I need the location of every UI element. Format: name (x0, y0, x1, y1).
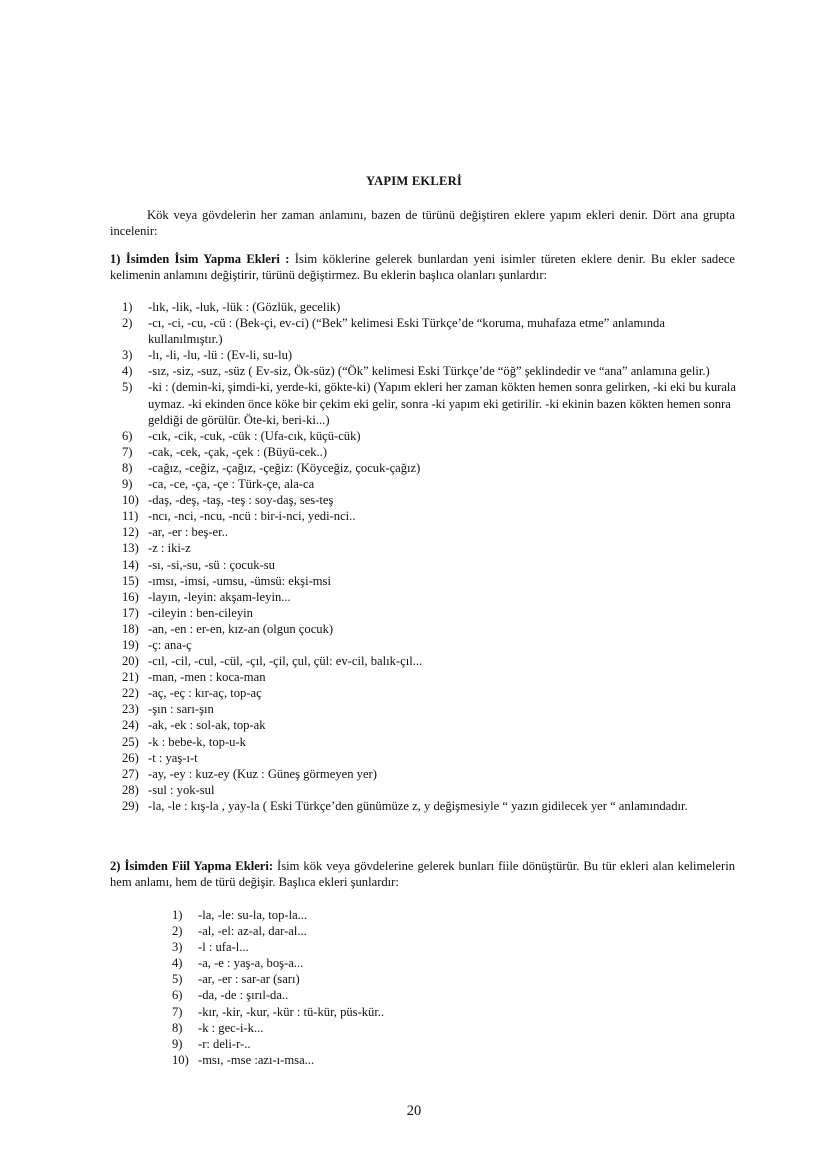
list-item-text: -ay, -ey : kuz-ey (Kuz : Güneş görmeyen yer) (148, 766, 377, 781)
list-item-number: 5) (122, 380, 133, 395)
list-item (122, 363, 737, 379)
list-item-number: 5) (172, 972, 183, 987)
list-item (122, 782, 737, 798)
section1-text: İsim köklerine gelerek bunlardan yeni isimler türeten eklere denir. Bu ekler sadece kelimenin anlamını değiştirir, türünü değiştirmez. Bu eklerin başlıca olanları şunlardır: (110, 252, 735, 283)
list-item (122, 669, 737, 685)
list-item-text: -aç, -eç : kır-aç, top-aç (148, 686, 262, 701)
list-item (122, 766, 737, 782)
page-number: 20 (406, 1103, 422, 1119)
list-item-number: 2) (172, 924, 183, 939)
list-item (122, 315, 737, 347)
list-item (122, 540, 737, 556)
list-item (122, 428, 737, 444)
list-item-number: 19) (122, 637, 139, 652)
list-item-number: 11) (122, 509, 139, 524)
list-item (172, 987, 732, 1003)
list-item-number: 14) (122, 557, 139, 572)
list-item-number: 3) (122, 348, 133, 363)
list-item (122, 299, 737, 315)
list-item-text: -msı, -mse :azı-ı-msa... (198, 1052, 315, 1067)
list-item (172, 907, 732, 923)
list-item-text: -ca, -ce, -ça, -çe : Türk-çe, ala-ca (148, 477, 315, 492)
list-item (122, 508, 737, 524)
list-item-text: -cileyin : ben-cileyin (148, 605, 253, 620)
list-item-text: -da, -de : şırıl-da.. (198, 988, 289, 1003)
list-item-text: -cıl, -cil, -cul, -cül, -çıl, -çil, çul, çül: ev-cil, balık-çıl... (148, 654, 423, 669)
list-item-number: 10) (122, 493, 139, 508)
list-item (122, 573, 737, 589)
list-item (122, 653, 737, 669)
list-item-text: -ımsı, -imsi, -umsu, -ümsü: ekşi-msi (148, 573, 331, 588)
list-item (122, 798, 737, 814)
list-item-text: -daş, -deş, -taş, -teş : soy-daş, ses-teş (148, 493, 334, 508)
list-item-number: 28) (122, 782, 139, 797)
list-item-text: -t : yaş-ı-t (148, 750, 198, 765)
list-item-number: 7) (122, 444, 133, 459)
list-item-text: -ar, -er : sar-ar (sarı) (198, 972, 300, 987)
list-item-text: -sul : yok-sul (148, 782, 215, 797)
section2-list (172, 907, 732, 1068)
list-item-text: -cı, -ci, -cu, -cü : (Bek-çi, ev-ci) (“Bek” kelimesi Eski Türkçe’de “koruma, muhafaza etme” anlamında kullanılmıştır.) (148, 316, 665, 347)
list-item-number: 1) (172, 908, 183, 922)
list-item-number: 23) (122, 702, 139, 717)
list-item-text: -z : iki-z (148, 541, 191, 556)
page-title: YAPIM EKLERİ (365, 174, 463, 188)
list-item (122, 605, 737, 621)
list-item-text: -la, -le: su-la, top-la... (198, 908, 308, 922)
list-item-number: 26) (122, 750, 139, 765)
list-item-text: -al, -el: az-al, dar-al... (198, 924, 307, 939)
list-item (172, 923, 732, 939)
list-item (172, 955, 732, 971)
list-item-text: -kır, -kir, -kur, -kür : tü-kür, püs-kür.. (198, 1004, 385, 1019)
list-item (122, 734, 737, 750)
list-item-text: -cak, -cek, -çak, -çek : (Büyü-cek..) (148, 444, 328, 459)
list-item (122, 347, 737, 363)
list-item (122, 476, 737, 492)
list-item-number: 25) (122, 734, 139, 749)
list-item-number: 15) (122, 573, 139, 588)
section2-paragraph (110, 858, 735, 890)
list-item-number: 22) (122, 686, 139, 701)
list-item-number: 17) (122, 605, 139, 620)
list-item (122, 379, 737, 427)
list-item-text: -sız, -siz, -suz, -süz ( Ev-siz, Ök-süz) (“Ök” kelimesi Eski Türkçe’de “öğ” şeklindedir ve “ana” anlamına gelir.) (148, 364, 710, 379)
list-item-text: -layın, -leyin: akşam-leyin... (148, 589, 291, 604)
list-item-text: -lı, -li, -lu, -lü : (Ev-li, su-lu) (148, 348, 293, 363)
list-item-text: -k : gec-i-k... (198, 1020, 264, 1035)
list-item-number: 4) (122, 364, 133, 379)
list-item (172, 1052, 732, 1068)
list-item-text: -ak, -ek : sol-ak, top-ak (148, 718, 266, 733)
list-item-number: 27) (122, 766, 139, 781)
list-item (122, 444, 737, 460)
list-item (122, 589, 737, 605)
list-item-number: 1) (122, 300, 133, 314)
list-item (172, 939, 732, 955)
list-item-number: 18) (122, 621, 139, 636)
list-item-number: 12) (122, 525, 139, 540)
list-item (172, 971, 732, 987)
list-item-text: -cağız, -ceğiz, -çağız, -çeğiz: (Köyceğiz, çocuk-çağız) (148, 460, 421, 475)
list-item-text: -k : bebe-k, top-u-k (148, 734, 246, 749)
list-item-number: 4) (172, 956, 183, 971)
list-item-text: -ç: ana-ç (148, 637, 192, 652)
list-item-text: -ncı, -nci, -ncu, -ncü : bir-i-nci, yedi-nci.. (148, 509, 356, 524)
list-item (122, 701, 737, 717)
list-item (122, 557, 737, 573)
section1-list (122, 299, 737, 814)
list-item-text: -an, -en : er-en, kız-an (olgun çocuk) (148, 621, 334, 636)
list-item-number: 6) (172, 988, 183, 1003)
list-item-number: 24) (122, 718, 139, 733)
list-item (172, 1020, 732, 1036)
list-item (122, 750, 737, 766)
list-item-number: 6) (122, 428, 133, 443)
list-item (172, 1036, 732, 1052)
list-item-number: 29) (122, 798, 139, 813)
list-item-number: 9) (172, 1036, 183, 1051)
list-item-number: 16) (122, 589, 139, 604)
list-item-number: 21) (122, 670, 139, 685)
list-item (122, 637, 737, 653)
list-item-text: -sı, -si,-su, -sü : çocuk-su (148, 557, 275, 572)
list-item-number: 8) (122, 460, 133, 475)
list-item-text: -ki : (demin-ki, şimdi-ki, yerde-ki, gökte-ki) (Yapım ekleri her zaman kökten hemen sonra gelirken, -ki eki bu kurala uymaz. -ki ekinden önce köke bir çekim eki gelir, sonra -ki yapım eki getirilir. -ki ekinin bazen kökten hemen sonra geldiği de görülür. Öte-ki, beri-ki...) (148, 380, 737, 427)
section1-heading: 1) İsimden İsim Yapma Ekleri : (110, 252, 290, 266)
list-item-number: 3) (172, 940, 183, 955)
list-item-text: -r: deli-r-.. (198, 1036, 251, 1051)
list-item-text: -cık, -cik, -cuk, -cük : (Ufa-cık, küçü-cük) (148, 428, 361, 443)
list-item-number: 8) (172, 1020, 183, 1035)
list-item-number: 9) (122, 477, 133, 492)
section1-paragraph (110, 251, 735, 283)
list-item-number: 13) (122, 541, 139, 556)
list-item-number: 10) (172, 1052, 189, 1067)
list-item (122, 524, 737, 540)
list-item-text: -a, -e : yaş-a, boş-a... (198, 956, 304, 971)
list-item (122, 685, 737, 701)
section2-heading: 2) İsimden Fiil Yapma Ekleri: (110, 859, 274, 873)
list-item-text: -l : ufa-l... (198, 940, 249, 955)
list-item-text: -la, -le : kış-la , yay-la ( Eski Türkçe’den günümüze z, y değişmesiyle “ yazın gidilecek yer “ anlamındadır. (148, 798, 688, 813)
list-item-number: 20) (122, 654, 139, 669)
list-item-text: -lık, -lik, -luk, -lük : (Gözlük, gecelik) (148, 300, 341, 314)
intro-paragraph: Kök veya gövdelerin her zaman anlamını, bazen de türünü değiştiren eklere yapım ekleri denir. Dört ana grupta incelenir: (110, 208, 735, 239)
section2-text: İsim kök veya gövdelerine gelerek bunları fiile dönüştürür. Bu tür ekleri alan kelimelerin hem anlamı, hem de türü değişir. Başlıca ekleri şunlardır: (110, 859, 735, 890)
list-item (122, 717, 737, 733)
list-item (122, 621, 737, 637)
list-item (172, 1004, 732, 1020)
list-item-number: 2) (122, 316, 133, 331)
list-item-number: 7) (172, 1004, 183, 1019)
list-item (122, 492, 737, 508)
list-item-text: -şın : sarı-şın (148, 702, 214, 717)
list-item-text: -man, -men : koca-man (148, 670, 266, 685)
list-item-text: -ar, -er : beş-er.. (148, 525, 228, 540)
list-item (122, 460, 737, 476)
